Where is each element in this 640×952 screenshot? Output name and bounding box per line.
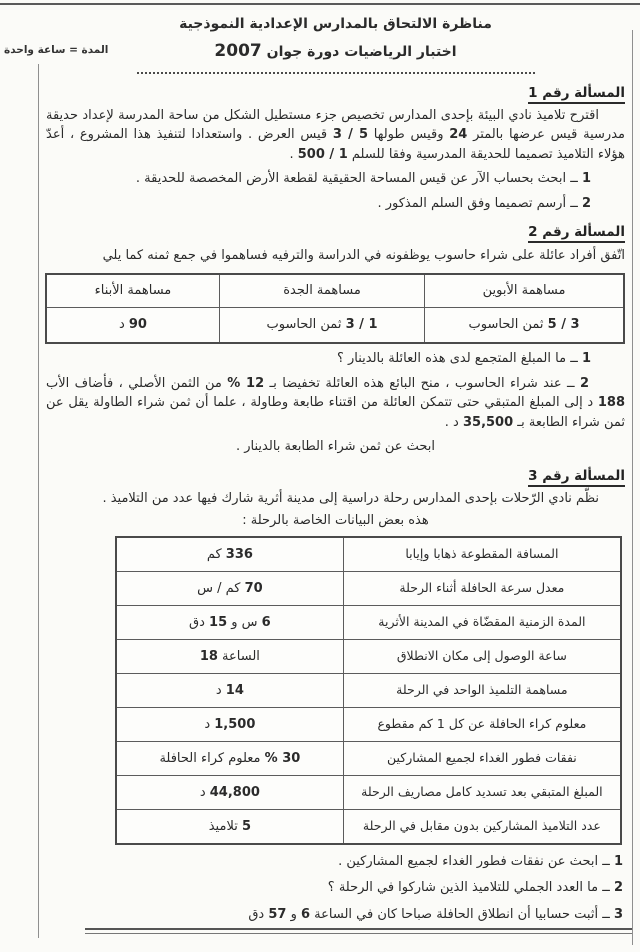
problem-3-question-2: 2 ــ ما العدد الجملي للتلاميذ الذين شاركوا في الرحلة ؟ [327,880,623,896]
exam-header [46,14,625,74]
contribution-header-parents: مساهمة الأبوين [425,274,624,308]
exam-title-line1: مناظرة الالتحاق بالمدارس الإعدادية النموذجية [179,16,492,32]
page-top-rule [0,3,640,5]
trip-row-label: عدد التلاميذ المشاركين بدون مقابل في الرحلة [343,809,621,844]
contribution-table [45,273,625,344]
problem-1-intro: اقترح تلاميذ نادي البيئة بإحدى المدارس تخصيص جزء مستطيل الشكل من ساحة المدرسة لإعداد حديقة مدرسية قيس عرضها بالمتر 24 وقيس طولها 5 / 3 قيس العرض . واستعدادا لتنفيذ هذا المشروع ، أعدّ هؤلاء التلاميذ تصميما للحديقة المدرسية وفقا للسلم 1 / 500 . [46,107,625,162]
contribution-table-value-row [46,308,624,344]
problem-3-caption: هذه بعض البيانات الخاصة بالرحلة : [242,513,429,529]
problem-2-followup: ابحث عن ثمن شراء الطابعة بالدينار . [236,439,435,454]
trip-row-value: 14 د [116,673,343,707]
problem-1-question-1: 1 ــ ابحث بحساب الآر عن قيس المساحة الحقيقية لقطعة الأرض المخصصة للحديقة . [135,171,591,187]
table-row [116,537,621,572]
contribution-value-grandmother: 1 / 3 ثمن الحاسوب [219,308,424,344]
trip-row-value: الساعة 18 [116,639,343,673]
trip-row-label: نفقات فطور الغداء لجميع المشاركين [343,741,621,775]
trip-row-value: 5 تلاميذ [116,809,343,844]
problem-1-heading: المسألة رقم 1 [46,83,625,103]
exam-year: 2007 [214,41,262,61]
trip-row-label: مساهمة التلميذ الواحد في الرحلة [343,673,621,707]
contribution-table-header-row [46,274,624,308]
trip-row-label: معدل سرعة الحافلة أثناء الرحلة [343,571,621,605]
page-right-margin-rule [632,30,633,945]
trip-row-value: 6 س و 15 دق [116,605,343,639]
problem-3-question-3: 3 ــ أثبت حسابيا أن انطلاق الحافلة صباحا كان في الساعة 6 و 57 دق [248,906,623,922]
trip-row-value: 30 % معلوم كراء الحافلة [116,741,343,775]
exam-sheet [46,12,625,931]
page-left-margin-rule [38,64,39,938]
problem-1-question-2: 2 ــ أرسم تصميما وفق السلم المذكور . [377,195,591,211]
trip-row-label: المدة الزمنية المقضّاة في المدينة الأثرية [343,605,621,639]
trip-row-value: 70 كم / س [116,571,343,605]
trip-row-label: المسافة المقطوعة ذهابا وإيابا [343,537,621,572]
trip-row-value: 44,800 د [116,775,343,809]
trip-row-value: 1,500 د [116,707,343,741]
problem-3-intro: نظّم نادي الرّحلات بإحدى المدارس رحلة دراسية إلى مدينة أثرية شارك فيها عدد من التلاميذ . [102,490,599,506]
trip-row-label: المبلغ المتبقي بعد تسديد كامل مصاريف الرحلة [343,775,621,809]
table-row [116,571,621,605]
exam-title-line2 [46,39,625,65]
problem-2-question-1: 1 ــ ما المبلغ المتجمع لدى هذه العائلة بالدينار ؟ [336,351,591,366]
table-row [116,639,621,673]
table-row [116,741,621,775]
table-row [116,673,621,707]
trip-data-table [115,536,622,845]
problem-3-question-1: 1 ــ ابحث عن نفقات فطور الغداء لجميع المشاركين . [338,853,623,869]
table-row [116,775,621,809]
duration-note: المدة = ساعة واحدة [4,44,109,56]
table-row [116,605,621,639]
header-dotted-separator [137,70,535,74]
contribution-header-grandmother: مساهمة الجدة [219,274,424,308]
exam-subject-session: اختبار الرياضيات دورة جوان [261,44,457,60]
trip-row-value: 336 كم [116,537,343,572]
problem-3-heading: المسألة رقم 3 [46,466,625,486]
problem-2-heading: المسألة رقم 2 [46,222,625,242]
table-row [116,809,621,844]
contribution-header-children: مساهمة الأبناء [46,274,219,308]
problem-2-question-2: 2 ــ عند شراء الحاسوب ، منح البائع هذه العائلة تخفيضا بـ 12 % من الثمن الأصلي ، فأضاف الأب 188 د إلى المبلغ المتبقي حتى تتمكن العائلة من اقتناء طابعة وطاولة ، علما أن ثمن شراء الطاولة يقل عن ثمن شراء الطابعة بـ 35,500 د . [46,375,625,430]
problem-2-intro: اتّفق أفراد عائلة على شراء حاسوب يوظفونه في الدراسة والترفيه فساهموا في جمع ثمنه كما يلي [102,247,625,263]
contribution-value-parents: 3 / 5 ثمن الحاسوب [425,308,624,344]
trip-row-label: معلوم كراء الحافلة عن كل 1 كم مقطوع [343,707,621,741]
trip-row-label: ساعة الوصول إلى مكان الانطلاق [343,639,621,673]
table-row [116,707,621,741]
contribution-value-children: 90 د [46,308,219,344]
